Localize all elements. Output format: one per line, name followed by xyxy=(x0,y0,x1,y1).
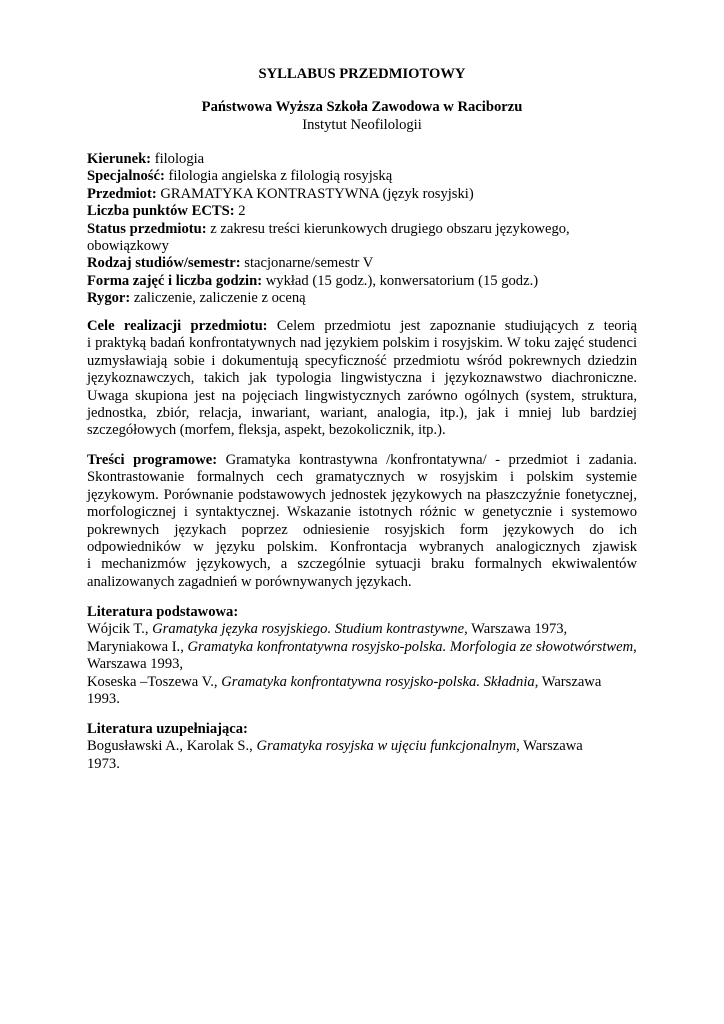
meta-row-study-type: Rodzaj studiów/semestr: stacjonarne/semestr V xyxy=(87,255,374,272)
supplementary-literature-label: Literatura uzupełniająca: xyxy=(87,721,248,737)
literature-item: Wójcik T., Gramatyka języka rosyjskiego. Studium kontrastywne, Warszawa 1973, xyxy=(87,621,568,638)
literature-item-cont: Warszawa 1993, xyxy=(87,656,184,673)
course-goals-section: Cele realizacji przedmiotu: Celem przedmiotu jest zapoznanie studiujących z teorią i praktyką badań konfrontatywnych nad językiem polskim i rosyjskim. W toku zajęć studenci uzmysławiają sobie i dokumentują specyficzność przedmiotu wśród pokrewnych dziedzin językoznawczych, takich jak typologia lingwistyczna i językoznawstwo diachroniczne. Uwaga skupiona jest na pojęciach lingwistycznych zarówno ogólnych (system, struktura, jednostka, zbiór, relacja, inwariant, wariant, analogia, itp.), jak i mniej lub bardziej szczegółowych (morfem, fleksja, aspekt, bezokolicznik, itp.). xyxy=(87,318,637,439)
document-title: SYLLABUS PRZEDMIOTOWY xyxy=(258,66,466,82)
course-metadata xyxy=(87,151,637,308)
meta-row-specialty: Specjalność: filologia angielska z filologią rosyjską xyxy=(87,168,393,185)
literature-item: Koseska –Toszewa V., Gramatyka konfrontatywna rosyjsko-polska. Składnia, Warszawa xyxy=(87,673,602,690)
meta-row-ects: Liczba punktów ECTS: 2 xyxy=(87,203,246,220)
meta-row-class-form: Forma zajęć i liczba godzin: wykład (15 godz.), konwersatorium (15 godz.) xyxy=(87,272,539,289)
meta-row-status: Status przedmiotu: z zakresu treści kierunkowych drugiego obszaru językowego, xyxy=(87,220,570,237)
content-label: Treści programowe: xyxy=(87,452,218,468)
school-name: Państwowa Wyższa Szkoła Zawodowa w Raciborzu xyxy=(201,99,523,115)
meta-row-status-cont: obowiązkowy xyxy=(87,238,169,255)
literature-item-cont: 1973. xyxy=(87,755,120,772)
literature-item: Maryniakowa I., Gramatyka konfrontatywna rosyjsko-polska. Morfologia ze słowotwórstwem, xyxy=(87,638,637,655)
literature-item: Bogusławski A., Karolak S., Gramatyka rosyjska w ujęciu funkcjonalnym, Warszawa xyxy=(87,738,583,755)
institute-name: Instytut Neofilologii xyxy=(302,117,422,133)
meta-row-subject: Przedmiot: GRAMATYKA KONTRASTYWNA (język rosyjski) xyxy=(87,185,474,202)
meta-row-field: Kierunek: filologia xyxy=(87,151,205,167)
goals-label: Cele realizacji przedmiotu: xyxy=(87,318,268,334)
basic-literature-section xyxy=(87,604,637,708)
program-content-section: Treści programowe: Gramatyka kontrastywna /konfrontatywna/ - przedmiot i zadania. Skontrastowanie formalnych cech gramatycznych w rosyjskim i polskim systemie językowym. Porównanie podstawowych jednostek językowych na płaszczyźnie fonetycznej, morfologicznej i syntaktycznej. Wskazanie istotnych różnic w genetycznie i systemowo pokrewnych językach poprzez odniesienie rosyjskich form językowych do ich odpowiedników w języku polskim. Konfrontacja wybranych analogicznych zjawisk i mechanizmów językowych, a szczególnie sytuacji braku formalnych ekwiwalentów analizowanych zagadnień w porównywanych językach. xyxy=(87,452,638,590)
supplementary-literature-section xyxy=(87,721,637,773)
basic-literature-label: Literatura podstawowa: xyxy=(87,604,239,620)
meta-row-assessment: Rygor: zaliczenie, zaliczenie z oceną xyxy=(87,290,306,307)
literature-item-cont: 1993. xyxy=(87,691,120,708)
